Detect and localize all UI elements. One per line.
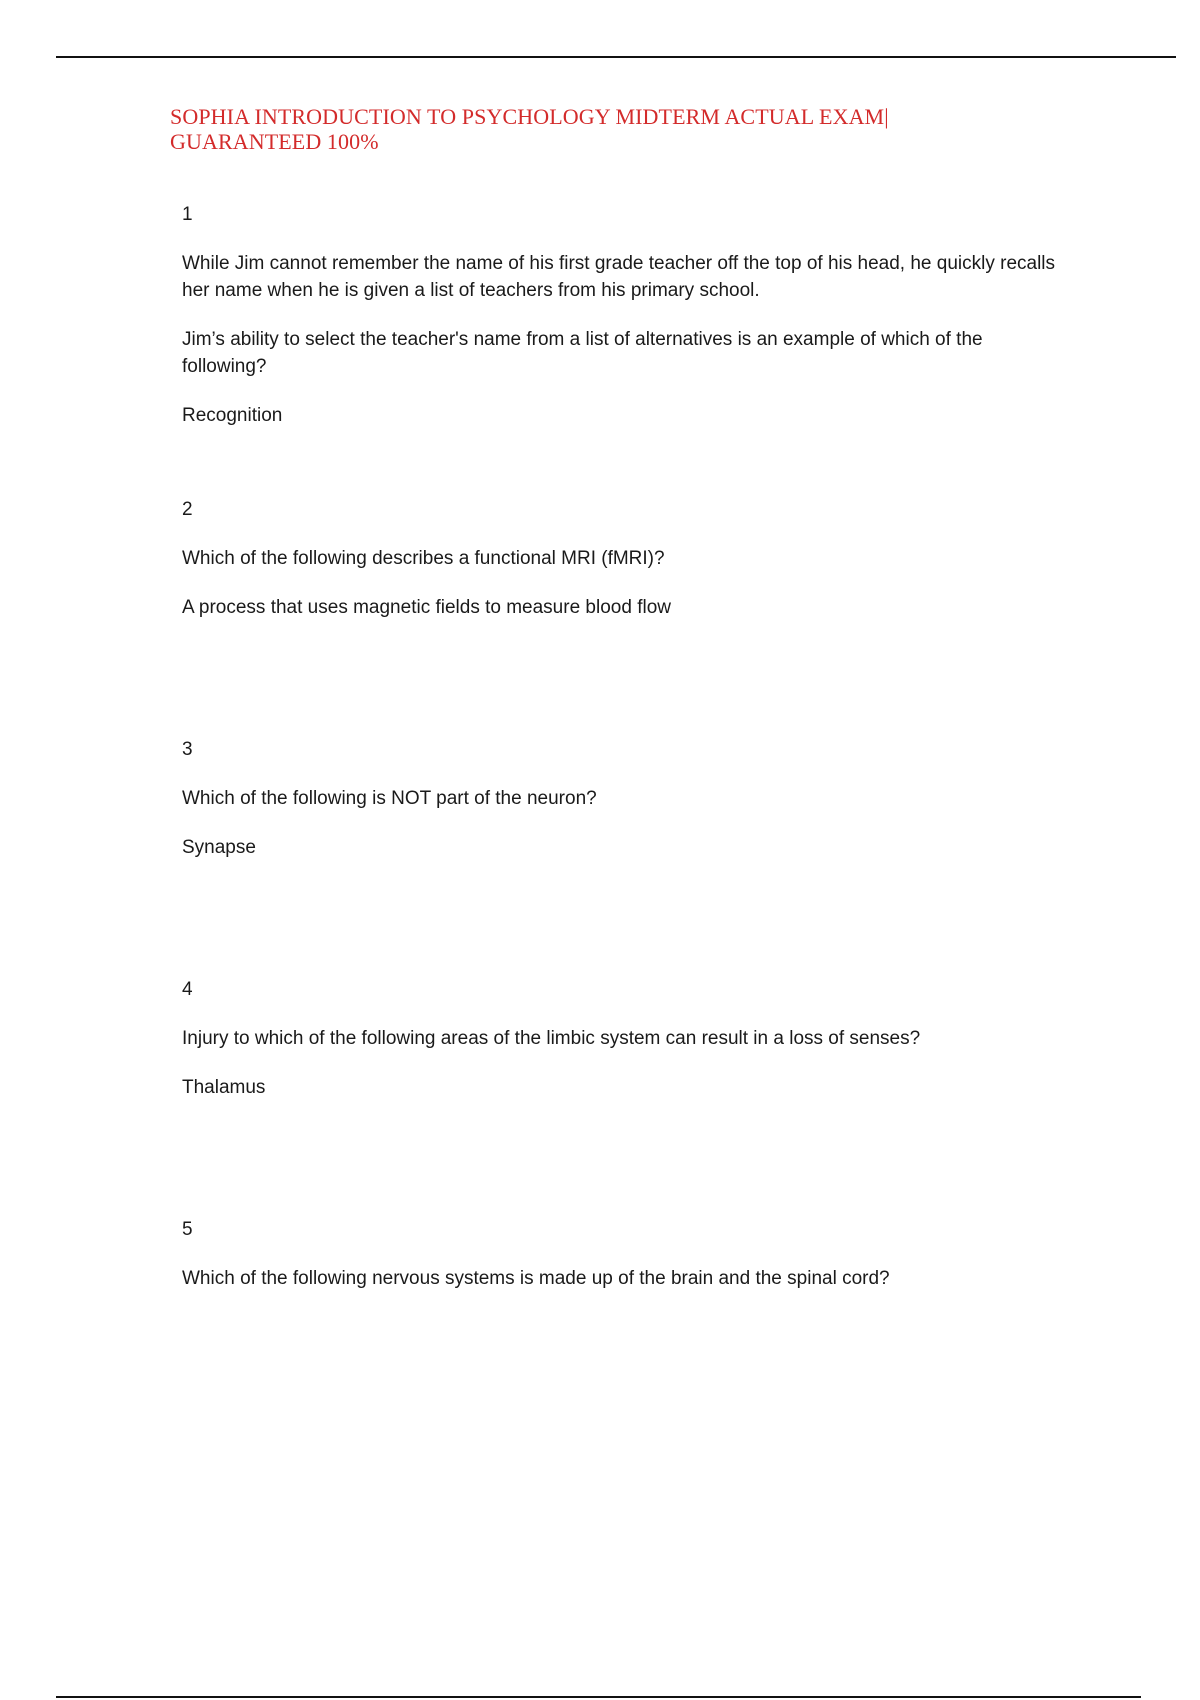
question-text: Jim’s ability to select the teacher's name from a list of alternatives is an example of which of the following? xyxy=(182,329,983,377)
question-2 xyxy=(182,496,1062,621)
answer-text: Synapse xyxy=(182,837,256,858)
title-line-2: GUARANTEED 100% xyxy=(170,129,379,154)
question-number: 3 xyxy=(182,739,193,760)
question-number: 4 xyxy=(182,979,193,1000)
answer-text: A process that uses magnetic fields to measure blood flow xyxy=(182,597,671,618)
question-text: Which of the following describes a functional MRI (fMRI)? xyxy=(182,548,665,569)
answer-text: Thalamus xyxy=(182,1077,266,1098)
question-5 xyxy=(182,1216,1062,1292)
title-line-1: SOPHIA INTRODUCTION TO PSYCHOLOGY MIDTERM ACTUAL EXAM| xyxy=(170,104,889,129)
top-divider xyxy=(56,56,1176,58)
question-4 xyxy=(182,976,1062,1101)
question-text: While Jim cannot remember the name of his first grade teacher off the top of his head, he quickly recalls her name when he is given a list of teachers from his primary school. xyxy=(182,253,1056,301)
bottom-divider xyxy=(56,1696,1141,1698)
answer-text: Recognition xyxy=(182,405,283,426)
question-3 xyxy=(182,736,1062,861)
question-text: Which of the following nervous systems is made up of the brain and the spinal cord? xyxy=(182,1268,890,1289)
question-text: Which of the following is NOT part of the neuron? xyxy=(182,788,597,809)
question-text: Injury to which of the following areas of the limbic system can result in a loss of senses? xyxy=(182,1028,921,1049)
question-number: 2 xyxy=(182,499,193,520)
document-title xyxy=(170,104,930,154)
question-number: 1 xyxy=(182,204,193,225)
question-number: 5 xyxy=(182,1219,193,1240)
question-1 xyxy=(182,201,1062,429)
